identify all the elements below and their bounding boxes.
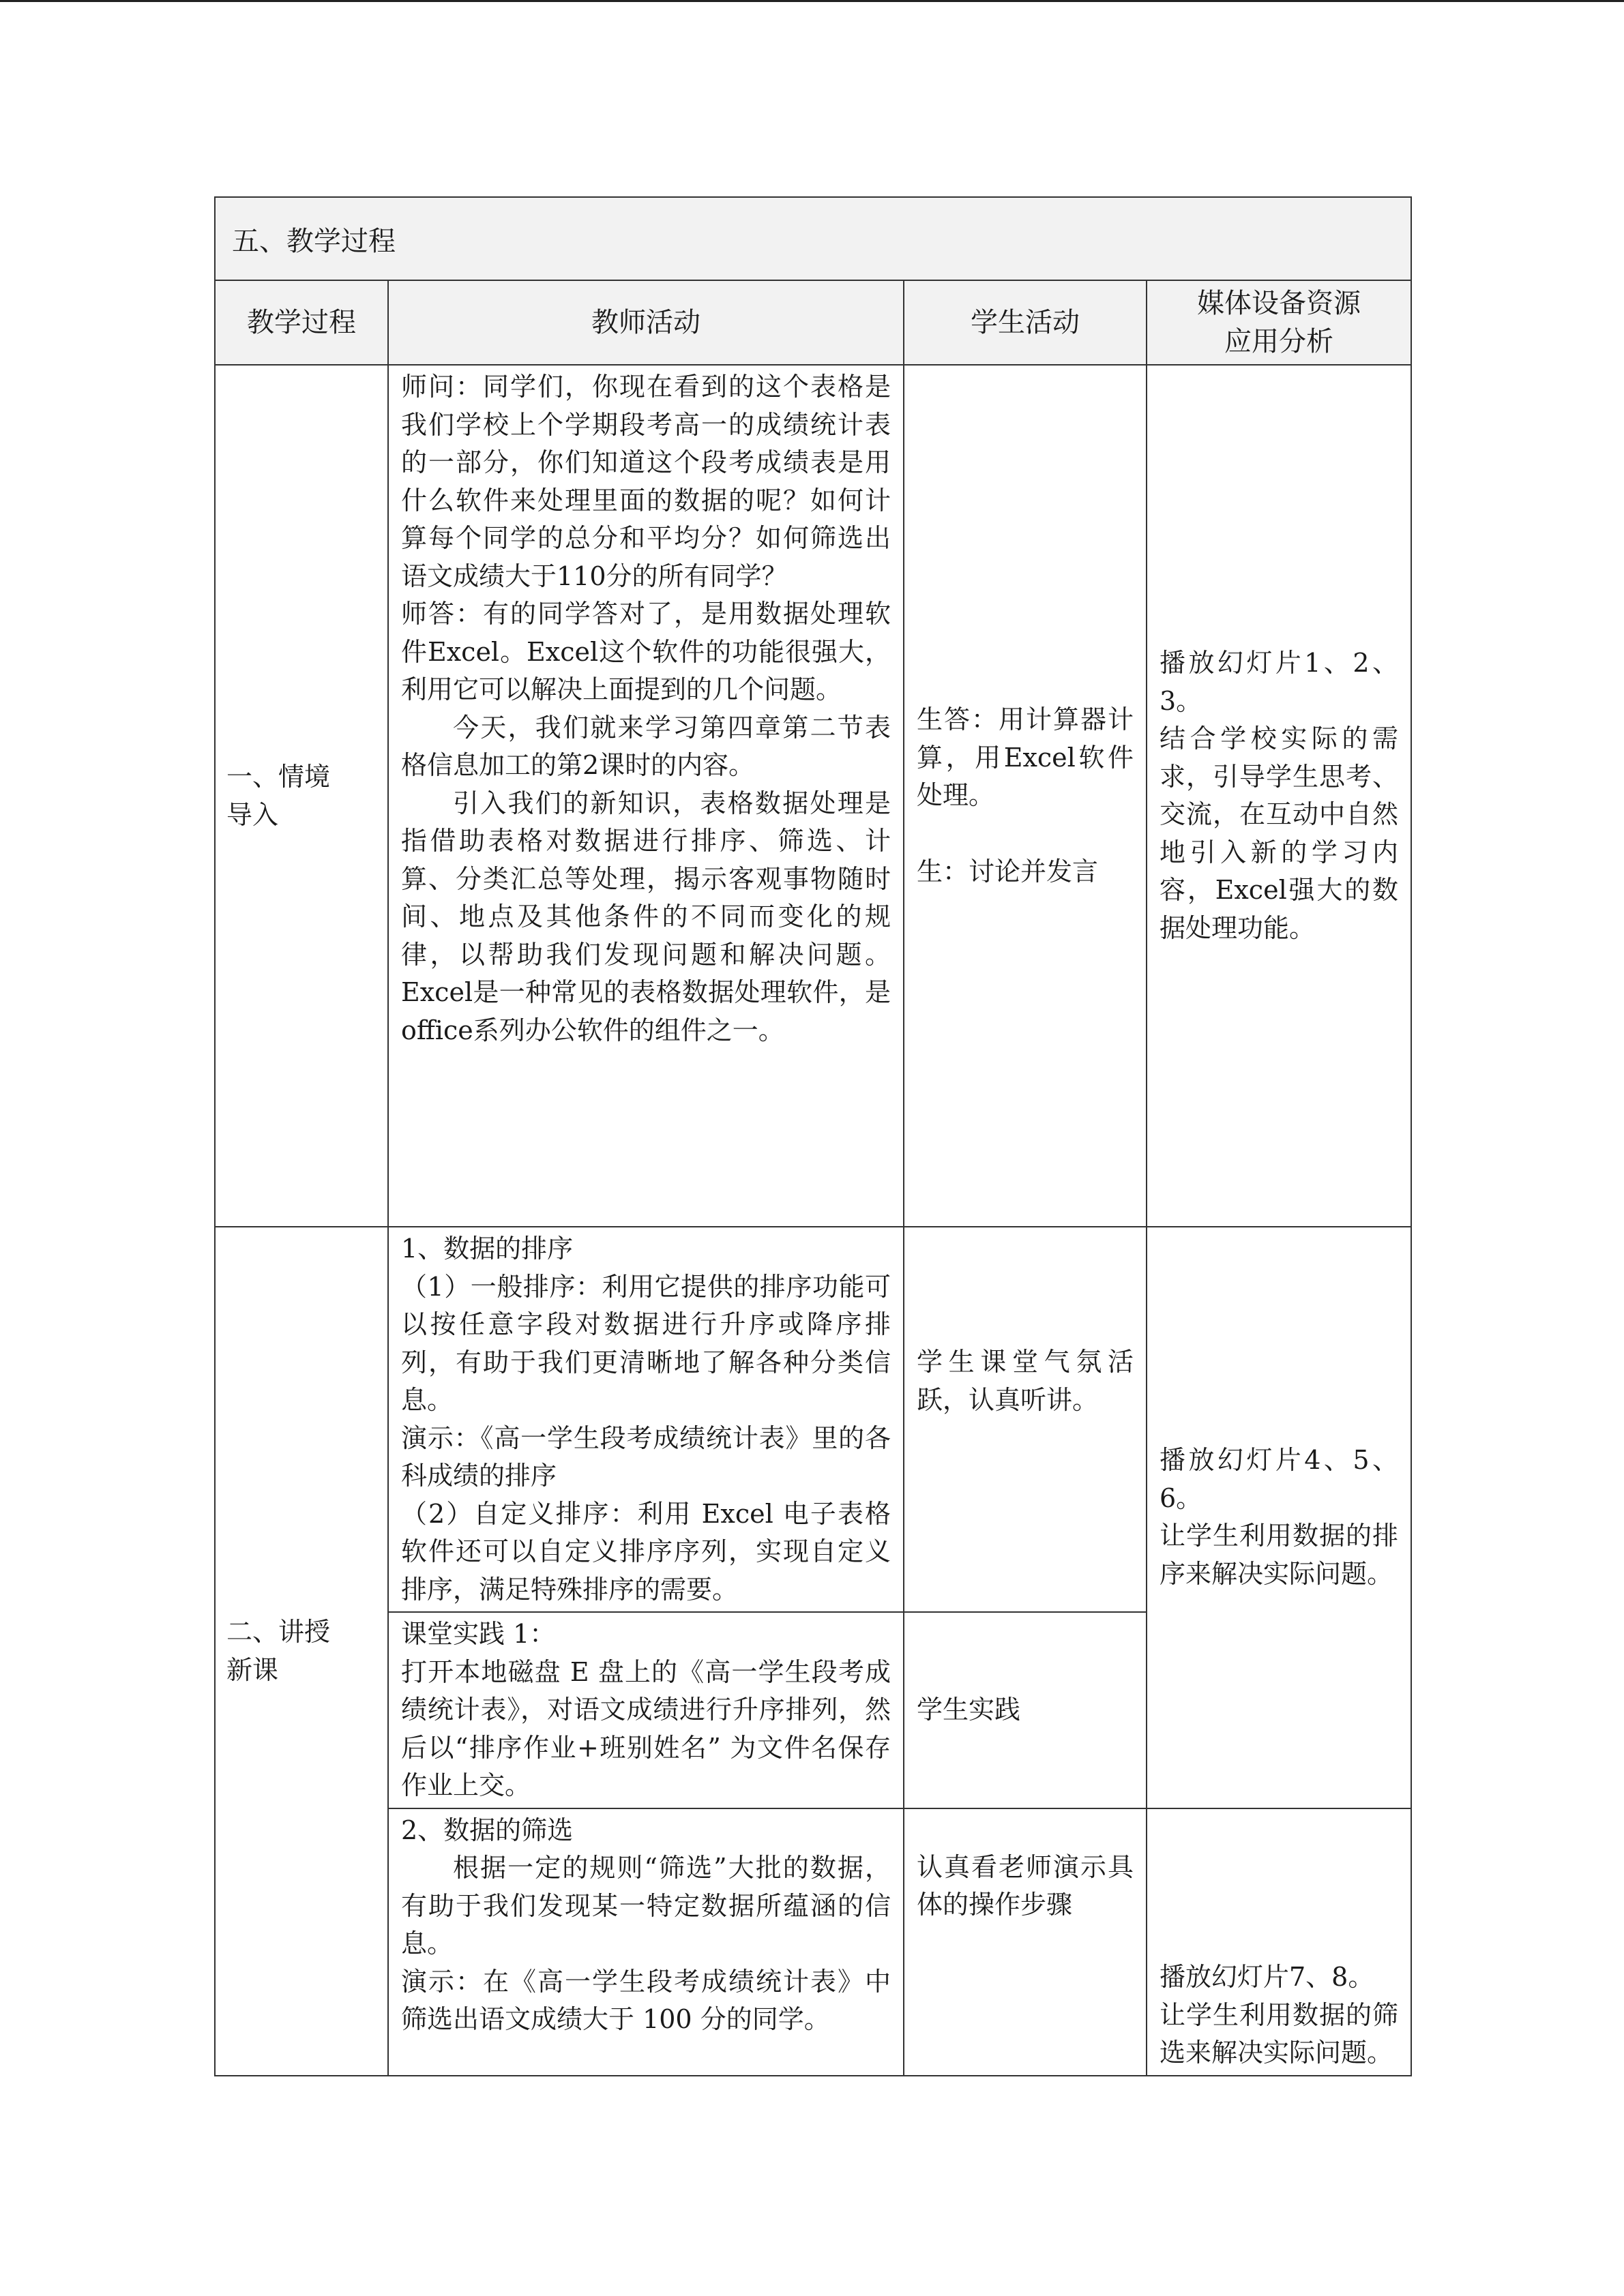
- student-answer: 生答：用计算器计算，用Excel软件处理。: [917, 704, 1134, 810]
- sorting-heading: 1、数据的排序: [401, 1234, 574, 1264]
- media-analysis-sorting: [1147, 1227, 1411, 1808]
- stage-situation-intro: [215, 365, 388, 1227]
- header-media-line1: 媒体设备资源: [1197, 288, 1361, 319]
- teacher-activity-filtering: [388, 1808, 904, 2076]
- teacher-activity-sorting: [388, 1227, 904, 1612]
- header-student-activity: 学生活动: [904, 280, 1147, 365]
- teacher-answer: 师答：有的同学答对了，是用数据处理软件Excel。Excel这个软件的功能很强大，利用它可以解决上面提到的几个问题。: [401, 599, 891, 704]
- teacher-today: 今天，我们就来学习第四章第二节表格信息加工的第2课时的内容。: [401, 712, 891, 780]
- section-title: 五、教学过程: [215, 197, 1411, 280]
- header-teacher-activity: 教师活动: [388, 280, 904, 365]
- sorting-demo: 演示：《高一学生段考成绩统计表》里的各科成绩的排序: [401, 1422, 891, 1491]
- student-discussion: 生：讨论并发言: [917, 856, 1099, 886]
- media-analysis-text-1: 结合学校实际的需求，引导学生思考、交流，在互动中自然地引入新的学习内容，Excel强大的数据处理功能。: [1160, 724, 1398, 943]
- practice-heading: 课堂实践 1：: [401, 1619, 556, 1649]
- media-analysis-text-3: 让学生利用数据的筛选来解决实际问题。: [1160, 1999, 1398, 2068]
- student-activity-intro: [904, 365, 1147, 1227]
- media-slides-1-3: 播放幻灯片1、2、3。: [1160, 648, 1398, 716]
- teacher-activity-intro: [388, 365, 904, 1227]
- header-media-line2: 应用分析: [1224, 326, 1333, 357]
- teacher-introduction: 引入我们的新知识，表格数据处理是指借助表格对数据进行排序、筛选、计算、分类汇总等处理，揭示客观事物随时间、地点及其他条件的不同而变化的规律，以帮助我们发现问题和解决问题。Excel是一种常见的表格数据处理软件，是office系列办公软件的组件之一。: [401, 788, 891, 1045]
- sorting-custom: （2）自定义排序：利用 Excel 电子表格软件还可以自定义排序序列，实现自定义排序，满足特殊排序的需要。: [401, 1498, 891, 1605]
- media-slides-7-8: 播放幻灯片7、8。: [1160, 1962, 1374, 1992]
- student-activity-filtering: 认真看老师演示具体的操作步骤: [904, 1808, 1147, 2076]
- row-situation-intro: [215, 365, 1411, 1227]
- student-activity-practice: 学生实践: [904, 1612, 1147, 1808]
- row-filtering: [215, 1808, 1411, 2076]
- header-process: 教学过程: [215, 280, 388, 365]
- media-analysis-intro: [1147, 365, 1411, 1227]
- filtering-demo: 演示：在《高一学生段考成绩统计表》中筛选出语文成绩大于 100 分的同学。: [401, 1966, 891, 2034]
- practice-instruction: 打开本地磁盘 E 盘上的《高一学生段考成绩统计表》，对语文成绩进行升序排列，然后以“排序作业+班别姓名” 为文件名保存作业上交。: [401, 1656, 891, 1800]
- media-analysis-filtering: [1147, 1808, 1411, 2076]
- filtering-description: 根据一定的规则“筛选”大批的数据，有助于我们发现某一特定数据所蕴涵的信息。: [401, 1853, 891, 1958]
- sorting-general: （1）一般排序：利用它提供的排序功能可以按任意字段对数据进行升序或降序排列，有助于我们更清晰地了解各种分类信息。: [401, 1271, 891, 1415]
- teacher-question: 师问：同学们，你现在看到的这个表格是我们学校上个学期段考高一的成绩统计表的一部分，你们知道这个段考成绩表是用什么软件来处理里面的数据的呢？如何计算每个同学的总分和平均分？如何筛选出语文成绩大于110分的所有同学？: [401, 372, 891, 591]
- header-media-analysis: [1147, 280, 1411, 365]
- media-slides-4-6: 播放幻灯片4、5、6。: [1160, 1445, 1398, 1513]
- stage-label-line1: 一、情境: [226, 762, 331, 792]
- media-analysis-text-2: 让学生利用数据的排序来解决实际问题。: [1160, 1521, 1398, 1589]
- filtering-heading: 2、数据的筛选: [401, 1815, 574, 1845]
- teaching-process-table: [214, 196, 1412, 2076]
- page-top-border: [0, 0, 1624, 2]
- stage-new-lesson: [215, 1227, 388, 2076]
- teacher-activity-practice: [388, 1612, 904, 1808]
- row-sorting: [215, 1227, 1411, 1612]
- stage-label-line2: 新课: [226, 1655, 279, 1686]
- stage-label-line1: 二、讲授: [226, 1617, 331, 1648]
- stage-label-line2: 导入: [226, 800, 279, 830]
- student-activity-sorting: 学生课堂气氛活跃，认真听讲。: [904, 1227, 1147, 1612]
